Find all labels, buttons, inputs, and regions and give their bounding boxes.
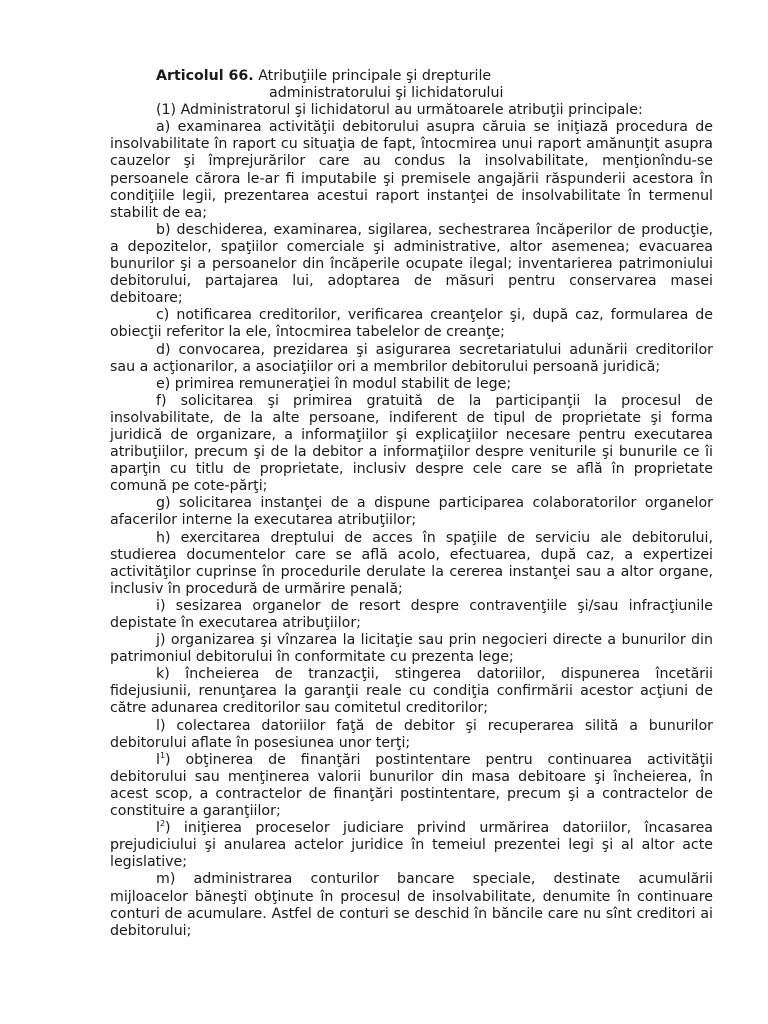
paragraph-g: g) solicitarea instanţei de a dispune participarea colaboratorilor organelor afacerilor interne la executarea atribuţiilor; xyxy=(110,495,713,529)
paragraph-m: m) administrarea conturilor bancare speciale, destinate acumulării mijloacelor băneşti obţinute în procesul de insolvabilitate, denumite în continuare conturi de acumulare. Astfel de conturi se deschid în băncile care nu sînt creditori ai debitorului; xyxy=(110,871,713,939)
article-heading: Articolul 66. xyxy=(156,68,254,84)
l1-prefix: l xyxy=(156,751,160,768)
paragraph-l1 xyxy=(110,752,713,820)
paragraph-k: k) încheierea de tranzacţii, stingerea datoriilor, dispunerea încetării fidejusiunii, renunţarea la garanţii reale cu condiţia confirmării acestor acţiuni de către adunarea creditorilor sau comitetul creditorilor; xyxy=(110,666,713,717)
paragraph-e: e) primirea remuneraţiei în modul stabilit de lege; xyxy=(156,375,512,392)
paragraph-h: h) exercitarea dreptului de acces în spaţiile de serviciu ale debitorului, studierea documentelor care se află acolo, efectuarea, după caz, a expertizei activităţilor cuprinse în procedurile derulate la cererea instanţei sau a altor organe, inclusiv în procedură de urmărire penală; xyxy=(110,529,713,597)
paragraph-f: f) solicitarea şi primirea gratuită de la participanţii la procesul de insolvabilitate, de la alte persoane, indiferent de tipul de proprietate şi forma juridică de organizare, a informaţiilor şi explicaţiilor necesare pentru executarea atribuţiilor, precum şi de la debitor a informaţiilor despre veniturile şi bunurile ce îi aparţin cu titlu de proprietate, inclusiv despre cele care se află în proprietate comună pe cote-părţi; xyxy=(110,392,713,495)
document-page xyxy=(110,68,713,940)
l2-prefix: l xyxy=(156,820,160,837)
article-title-line2: administratorului şi lichidatorului xyxy=(269,85,504,102)
paragraph-b: b) deschiderea, examinarea, sigilarea, sechestrarea încăperilor de producţie, a depozitelor, spaţiilor comerciale şi administrative, altor asemenea; evacuarea bunurilor şi a persoanelor din încăperile ocupate ilegal; inventarierea patrimoniului debitorului, partajarea lui, adoptarea de măsuri pentru conservarea masei debitoare; xyxy=(110,221,713,307)
paragraph-l2 xyxy=(110,820,713,871)
paragraph-d: d) convocarea, prezidarea şi asigurarea secretariatului adunării creditorilor sau a acţionarilor, a asociaţiilor ori a membrilor debitorului persoană juridică; xyxy=(110,341,713,375)
paragraph-a: a) examinarea activităţii debitorului asupra căruia se iniţiază procedura de insolvabilitate în raport cu situaţia de fapt, întocmirea unui raport amănunţit asupra cauzelor şi împrejurărilor care au condus la insolvabilitate, menţionîndu-se persoanele cărora le-ar fi imputabile şi premisele angajării răspunderii acestora în condiţiile legii, prezentarea acestui raport instanţei de insolvabilitate în termenul stabilit de ea; xyxy=(110,119,713,221)
l1-text: ) obţinerea de finanţări postintentare pentru continuarea activităţii debitorului sau menţinerea valorii bunurilor din masa debitoare şi încheierea, în acest scop, a contractelor de finanţări postintentare, precum şi a contractelor de constituire a garanţiilor; xyxy=(110,751,713,820)
paragraph-l: l) colectarea datoriilor faţă de debitor şi recuperarea silită a bunurilor debitorului aflate în posesiunea unor terţi; xyxy=(110,717,713,751)
l2-text: ) iniţierea proceselor judiciare privind urmărirea datoriilor, încasarea prejudiciului şi anularea actelor juridice în temeiul prezentei legi şi al altor acte legislative; xyxy=(110,820,713,871)
paragraph-1: (1) Administratorul şi lichidatorul au următoarele atribuţii principale: xyxy=(156,102,643,119)
l2-sup: 2 xyxy=(159,819,166,829)
paragraph-j: j) organizarea şi vînzarea la licitaţie sau prin negocieri directe a bunurilor din patrimoniul debitorului în conformitate cu prezenta lege; xyxy=(110,632,713,666)
article-title-line1: Atribuţiile principale şi drepturile xyxy=(258,68,492,84)
article-title xyxy=(110,68,713,85)
paragraph-c: c) notificarea creditorilor, verificarea creanţelor şi, după caz, formularea de obiecţii referitor la ele, întocmirea tabelelor de creanţe; xyxy=(110,307,713,341)
l1-sup: 1 xyxy=(159,750,166,760)
paragraph-i: i) sesizarea organelor de resort despre contravenţiile şi/sau infracţiunile depistate în executarea atribuţiilor; xyxy=(110,597,713,631)
